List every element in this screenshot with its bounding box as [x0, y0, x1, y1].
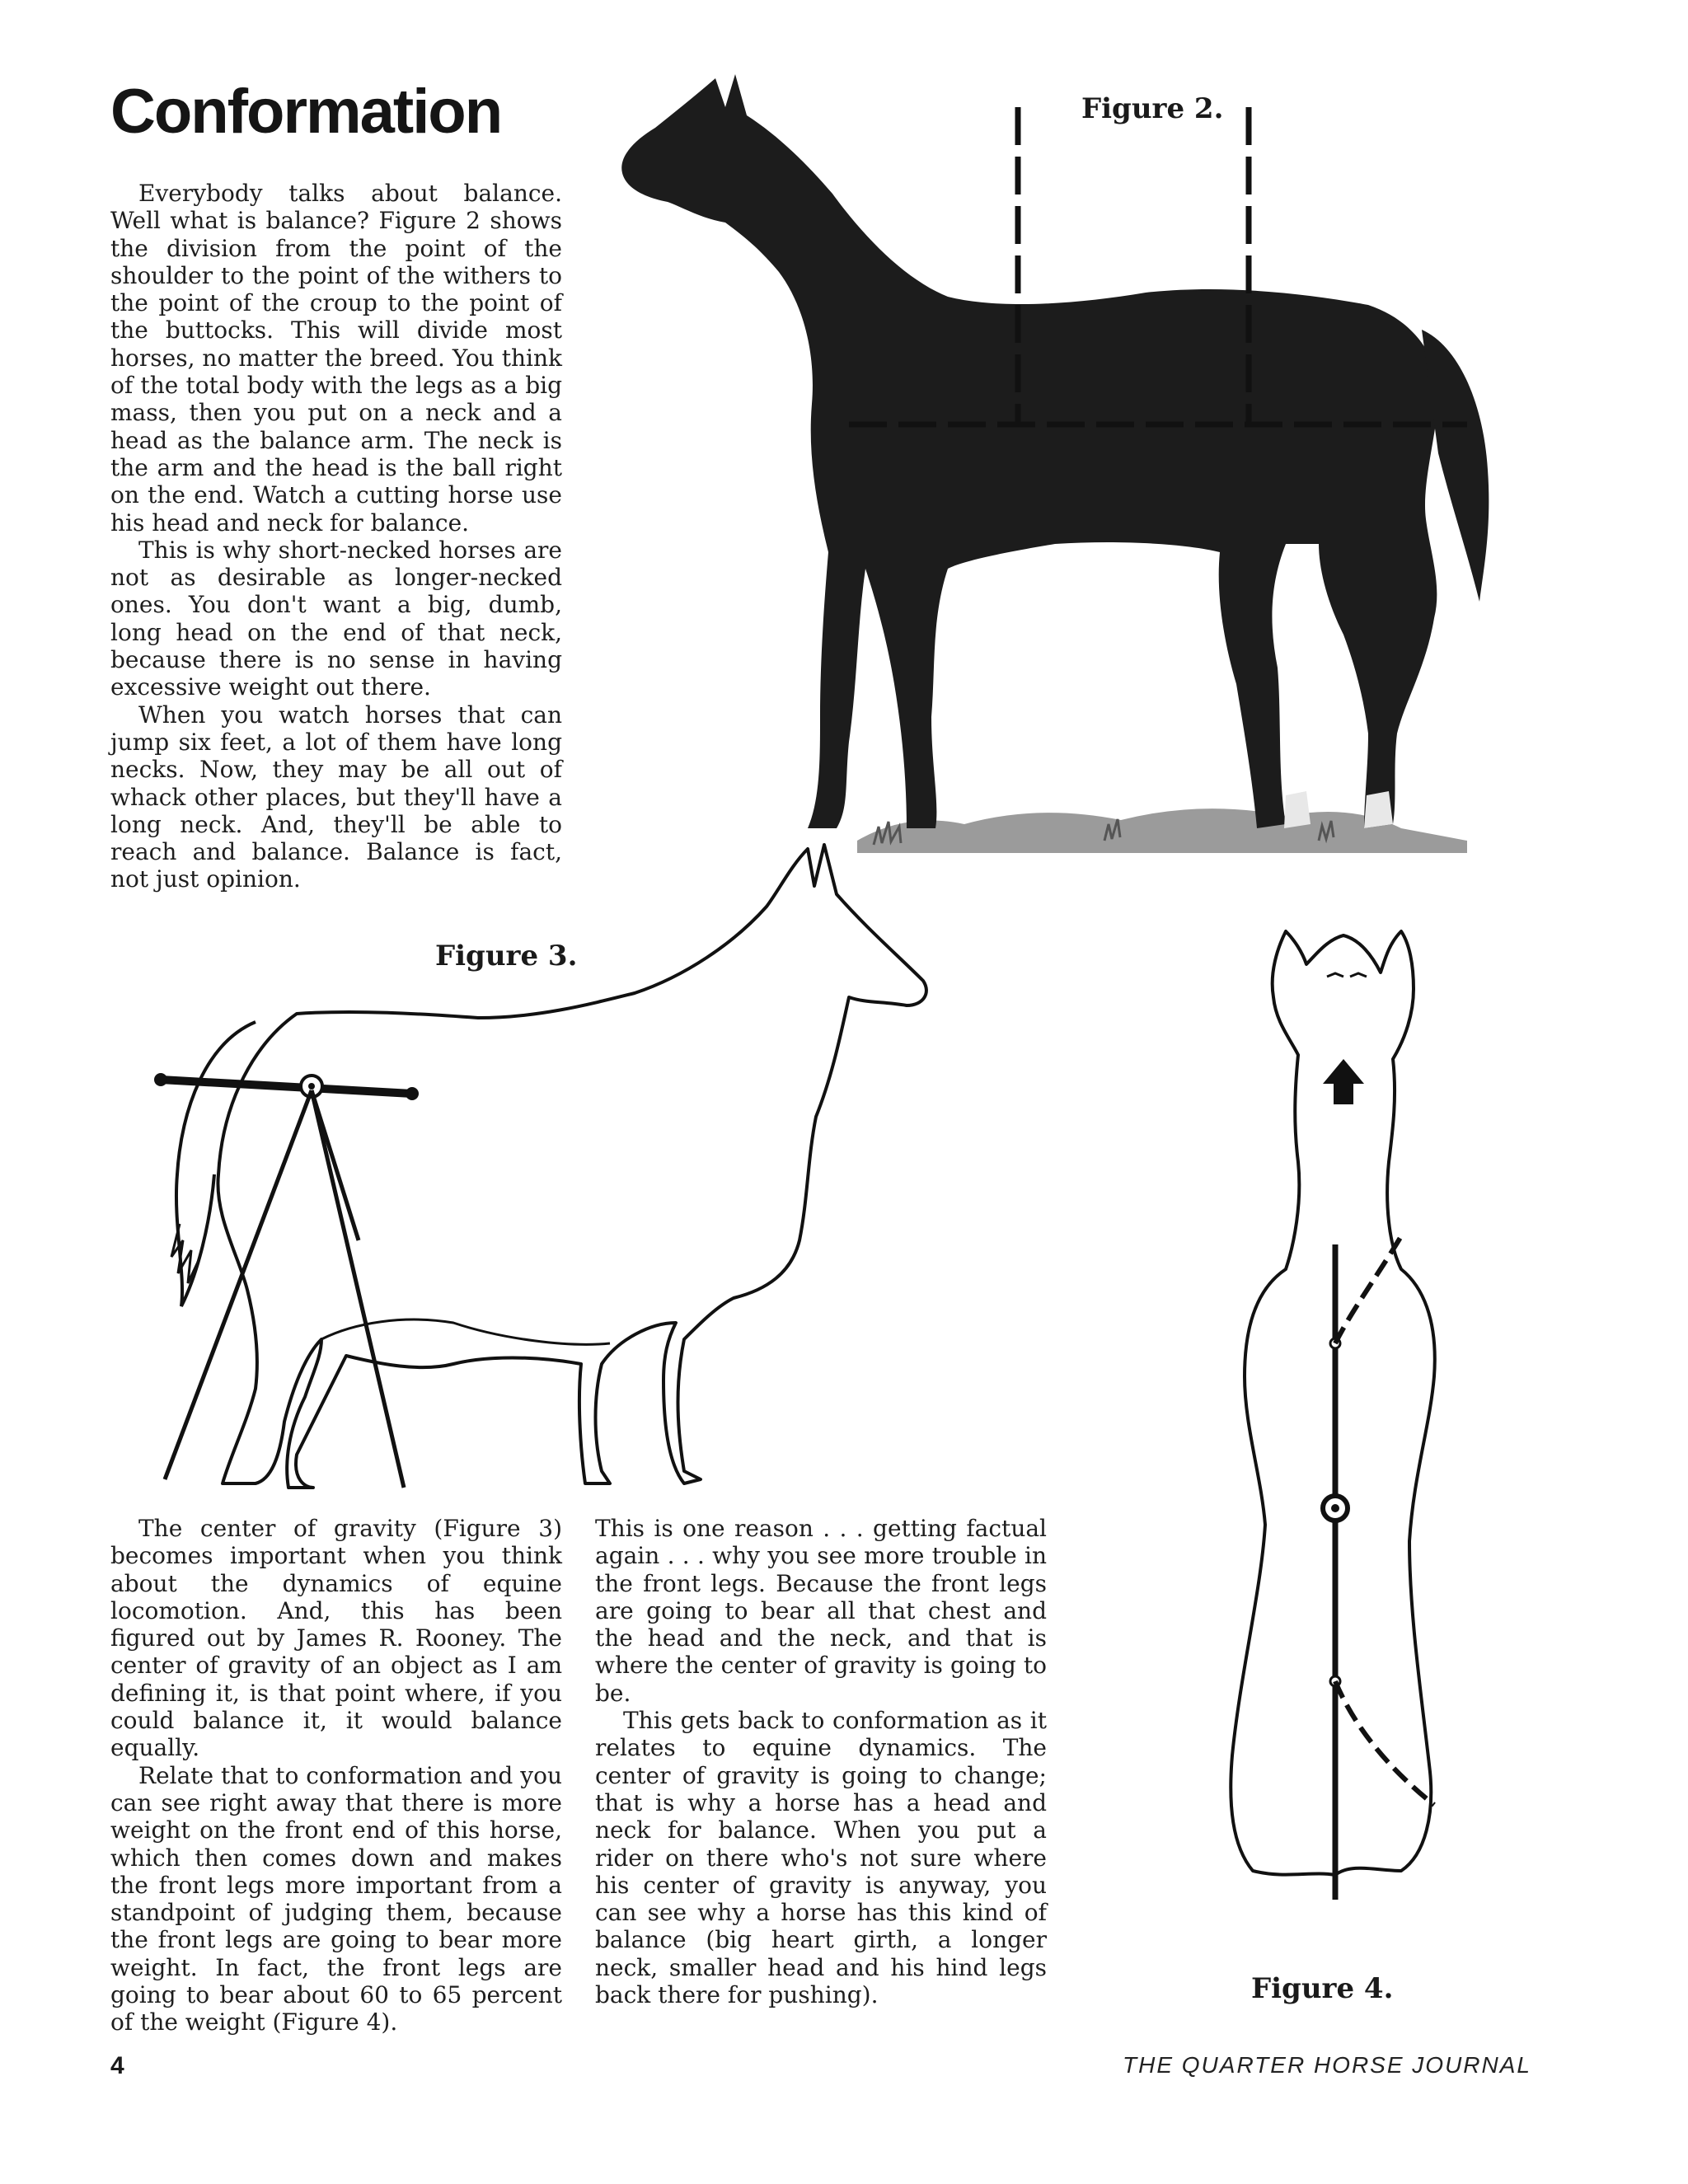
figure-2-label: Figure 2. — [1081, 92, 1224, 125]
journal-name: THE QUARTER HORSE JOURNAL — [1123, 2052, 1531, 2078]
paragraph: When you watch horses that can jump six feet, a lot of them have long necks. Now, they may be all out of whack other places, but they'll have a long neck. And, they'll be able to reach and balance. Balance is fact, not just opinion. — [110, 701, 562, 893]
page-title: Conformation — [110, 77, 502, 147]
paragraph: Everybody talks about balance. Well what is balance? Figure 2 shows the division from the point of the shoulder to the point of the withers to the point of the croup to the point of the buttocks. This will divide most horses, no matter the breed. You think of the total body with the legs as a big mass, then you put on a neck and a head as the balance arm. The neck is the arm and the head is the ball right on the end. Watch a cutting horse use his head and neck for balance. — [110, 180, 562, 537]
horse-body — [621, 74, 1438, 828]
paragraph: Relate that to conformation and you can see right away that there is more weight on the front end of this horse, which then comes down and makes the front legs more important from a standpoint of judging them, because the front legs are going to bear more weight. In fact, the front legs are going to bear about 60 to 65 percent of the weight (Figure 4). — [110, 1761, 562, 2036]
paragraph: This gets back to conformation as it relates to equine dynamics. The center of gravity is going to change; that is why a horse has a head and neck for balance. When you put a rider on there who's not sure where his center of gravity is anyway, you can see why a horse has this kind of balance (big heart girth, a longer neck, smaller head and his hind legs back there for pushing). — [595, 1707, 1047, 2009]
figure-4-top-view — [1212, 915, 1475, 1945]
forward-arrow-icon — [1323, 1059, 1364, 1104]
horse-outline-tail — [176, 1022, 256, 1306]
article-column-1 — [110, 180, 562, 893]
paragraph: The center of gravity (Figure 3) becomes important when you think about the dynamics of equine locomotion. And, this has been figured out by James R. Rooney. The center of gravity of an object as I am defining it, is that point where, if you could balance it, it would balance equally. — [110, 1515, 562, 1762]
article-column-2 — [110, 1515, 562, 2036]
paragraph: This is why short-necked horses are not as desirable as longer-necked ones. You don't want a big, dumb, long head on the end of that neck, because there is no sense in having excessive weight out there. — [110, 536, 562, 701]
figure-3-center-of-gravity — [107, 828, 948, 1512]
figure-3-label: Figure 3. — [435, 940, 578, 972]
article-column-3 — [595, 1515, 1047, 2008]
paragraph: This is one reason . . . getting factual again . . . why you see more trouble in the front legs. Because the front legs are going to bear all that chest and the head and the neck, and that is where the center of gravity is going to be. — [595, 1515, 1047, 1707]
figure-4-label: Figure 4. — [1251, 1972, 1394, 2005]
page-number: 4 — [110, 2052, 124, 2079]
figure-2-horse-photo — [610, 58, 1558, 865]
